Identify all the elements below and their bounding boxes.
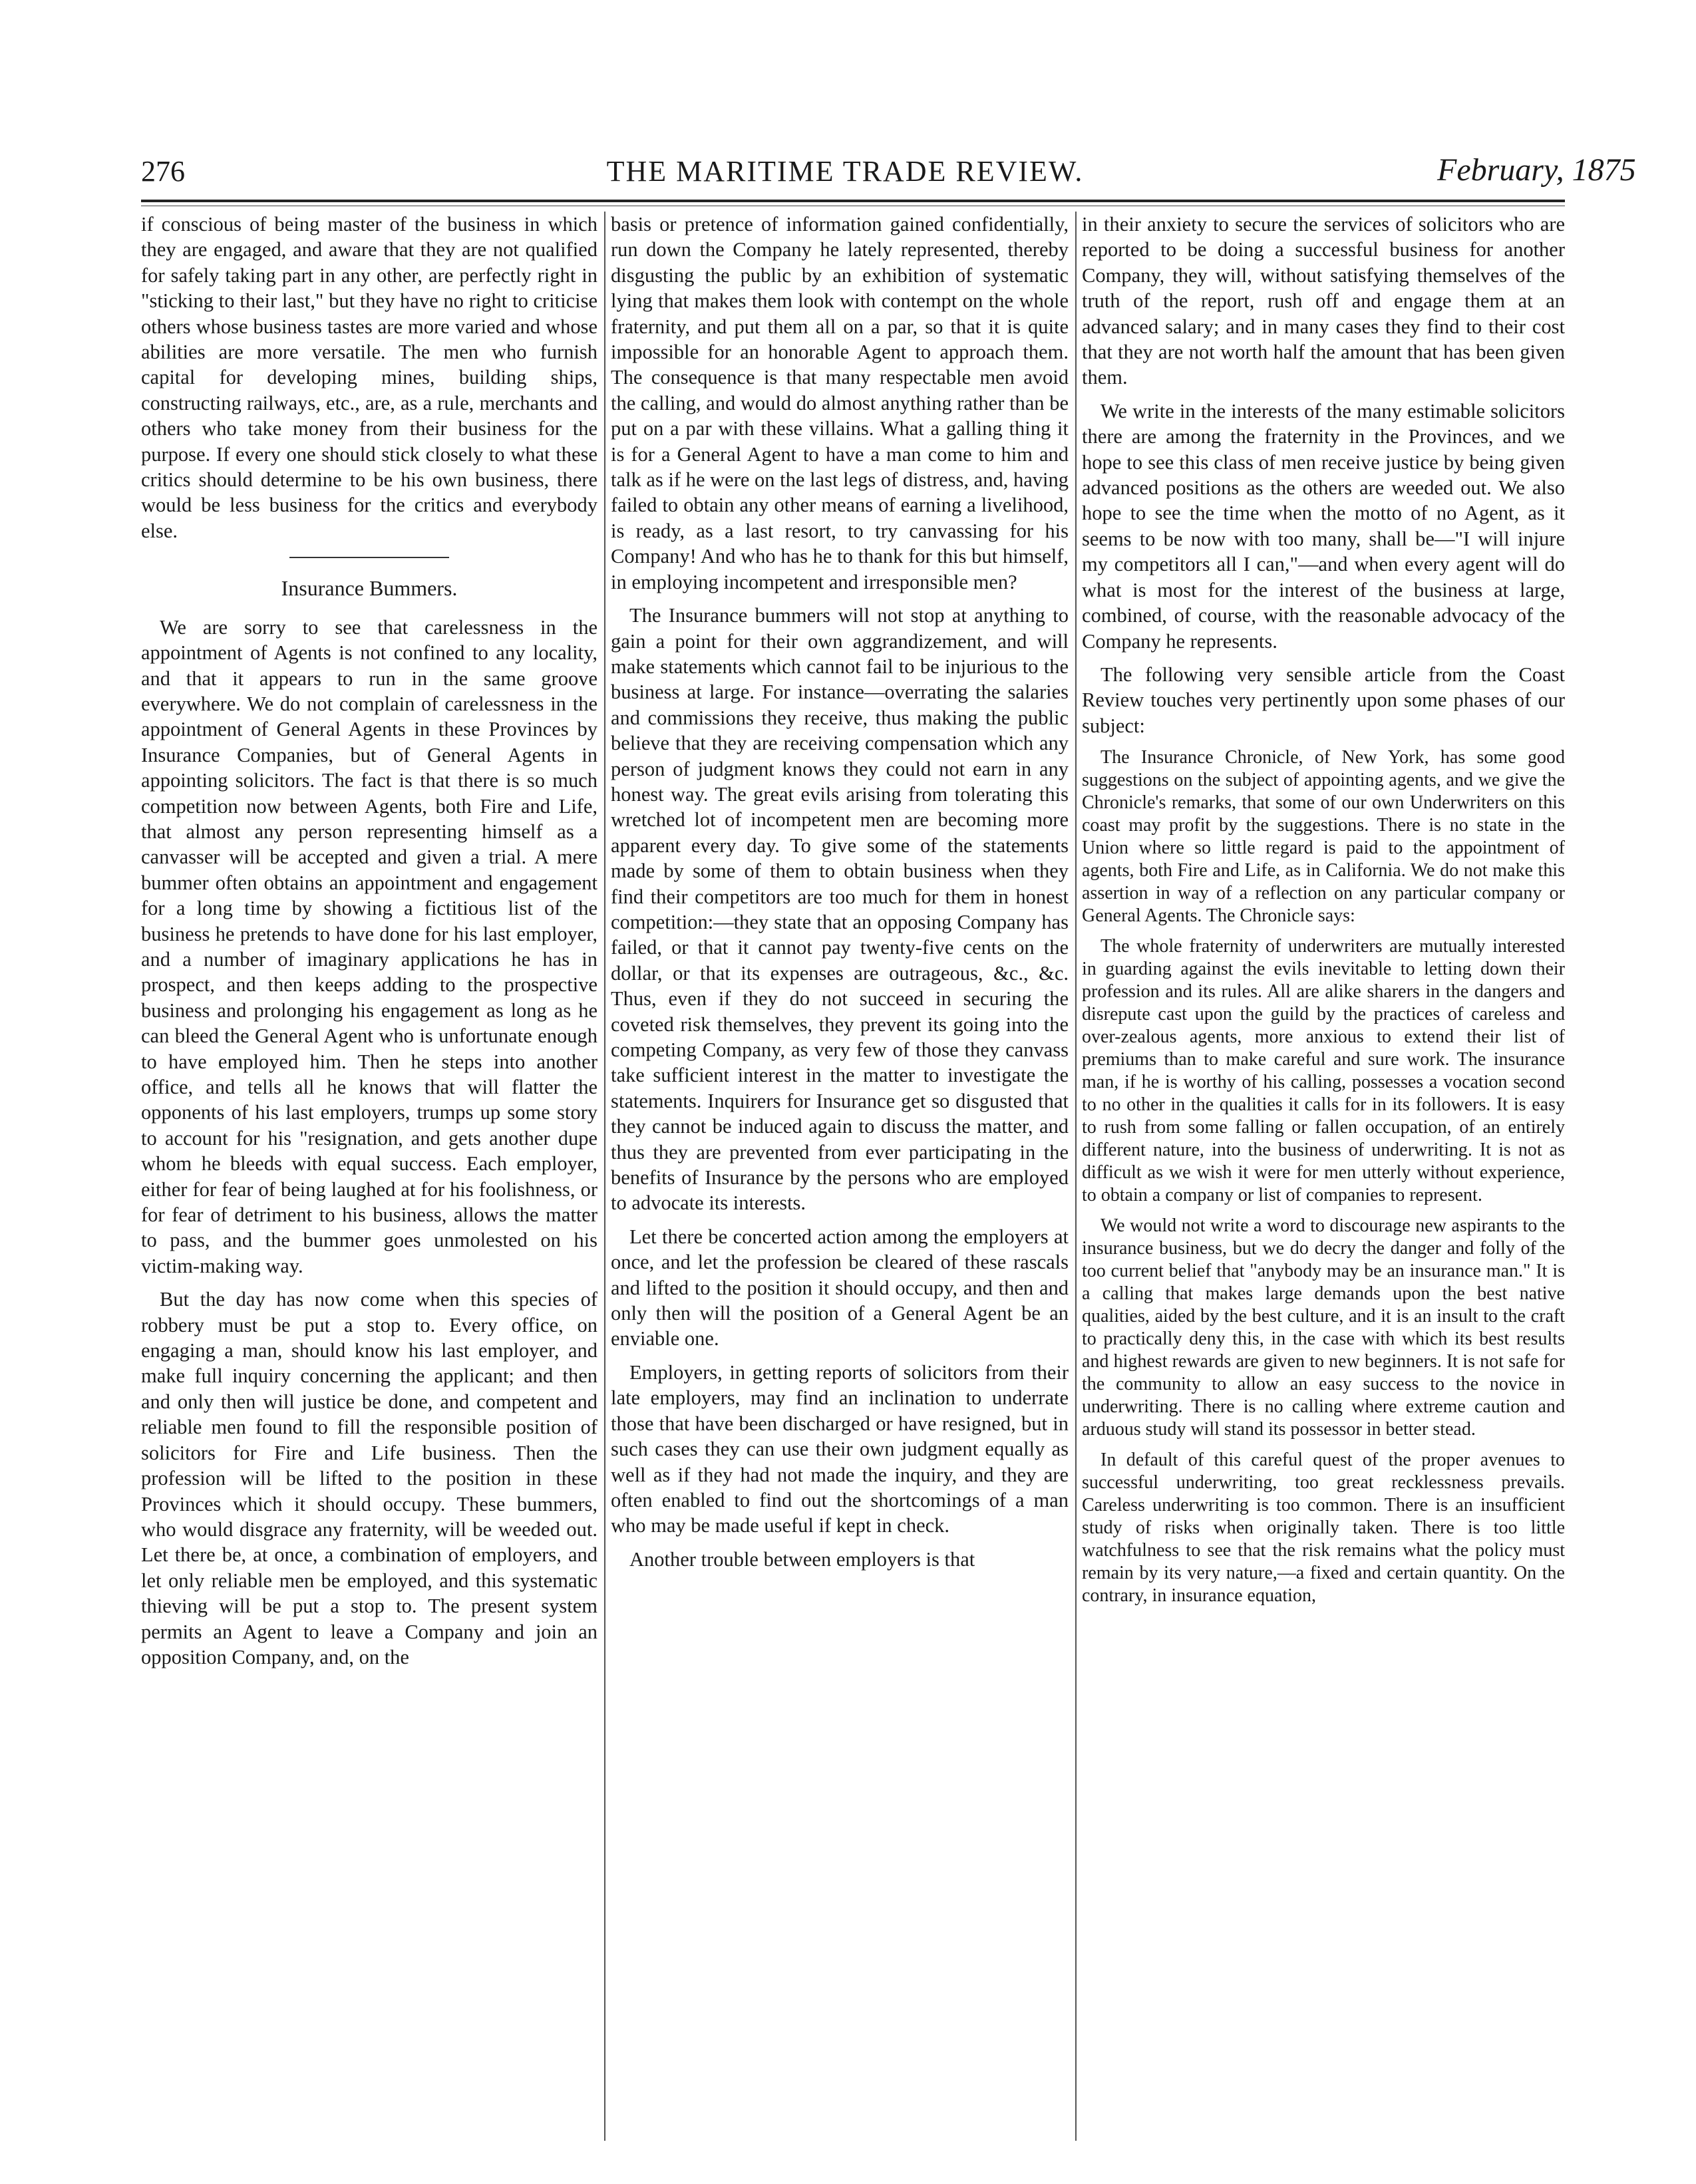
paragraph: in their anxiety to secure the services of solicitors who are reported to be doing a successful business for another Company, they will, without satisfying themselves of the truth of the report, rush off and engage them at an advanced salary; and in many cases they find to their cost that they are not worth half the amount that has been given them. [1082,213,1565,389]
page-number: 276 [141,155,185,188]
quoted-paragraph: The whole fraternity of underwriters are mutually interested in guarding against the evils inevitable to letting down their profession and its rules. All are alike sharers in the dangers and disrepute cast upon the guild by the practices of careless and over-zealous agents, more anxious to extend their list of premiums than to make careful and sure work. The insurance man, if he is worthy of his calling, possesses a vocation second to no other in the qualities it calls for in its followers. It is easy to rush from some falling or fallen occupation, of an entirely different nature, into the business of underwriting. It is not as difficult as we wish it were for men utterly without experience, to obtain a company or list of companies to represent. [1082,936,1565,1206]
paragraph: We write in the interests of the many estimable solicitors there are among the fraternity in the Provinces, and we hope to see this class of men receive justice by being given advanced positions as the others are weeded out. We also hope to see the time when the motto of no Agent, as it seems to be now with too many, shall be—"I will injure my competitors all I can,"—and when every agent will do what is most for the interest of the business at large, combined, of course, with the reasonable advocacy of the Company he represents. [1082,399,1565,653]
column-rule-1 [604,212,605,2141]
masthead: THE MARITIME TRADE REVIEW. [606,155,1084,188]
paragraph: basis or pretence of information gained confidentially, run down the Company he lately represented, thereby disgusting the public by an exhibition of systematic lying that makes them look with contempt on the whole fraternity, and put them all on a par, so that it is quite impossible for an honorable Agent to approach them. The consequence is that many respectable men avoid the calling, and would do almost anything rather than be put on a par with these villains. What a galling thing it is for a General Agent to have a man come to him and talk as if he were on the last legs of distress, and, having failed to obtain any other means of earning a livelihood, is ready, as a last resort, to try canvassing for his Company! And who has he to thank for this but himself, in employing incompetent and irresponsible men? [611,213,1069,593]
paragraph: The following very sensible article from the Coast Review touches very pertinently upon some phases of our subject: [1082,663,1565,737]
paragraph: Employers, in getting reports of solicitors from their late employers, may find an inclination to underrate those that have been discharged or have resigned, but in such cases they can use their own judgment equally as well as if they had not made the inquiry, and they are often enabled to find out the shortcomings of a man who may be made useful if kept in check. [611,1360,1069,1537]
paragraph: Another trouble between employers is that [629,1547,975,1571]
issue-date: February, 1875 [1437,152,1636,188]
paragraph: But the day has now come when this species of robbery must be put a stop to. Every office, on engaging a man, should know his last employer, and make full inquiry concerning the applicant; and then and only then will justice be done, and competent and reliable men found to fill the responsible position of solicitors for Fire and Life business. Then the profession will be lifted to the position in these Provinces which it should occupy. These bummers, who would disgrace any fraternity, will be weeded out. Let there be, at once, a combination of employers, and let only reliable men be employed, and this systematic thieving will be put a stop to. The present system permits an Agent to leave a Company and join an opposition Company, and, on the [141,1288,597,1668]
quoted-paragraph: In default of this careful quest of the proper avenues to successful underwriting, too great recklessness prevails. Careless underwriting is too common. There is an insufficient study of risks when originally taken. There is too little watchfulness to see that the risk remains what the policy must remain by its very nature,—a fixed and certain quantity. On the contrary, in insurance equation, [1082,1450,1565,1607]
quoted-paragraph: We would not write a word to discourage new aspirants to the insurance business, but we do decry the danger and folly of the too current belief that "anybody may be an insurance man." It is a calling that makes large demands upon the best native qualities, aided by the best culture, and it is an insult to the craft to practically deny this, in the case with which its best results and highest rewards are given to new beginners. It is not safe for the community to allow an easy success to the novice in underwriting. There is no calling where extreme caution and arduous study will stand its possessor in better stead. [1082,1215,1565,1440]
header-rule [141,200,1565,202]
section-divider [289,557,449,558]
section-heading: Insurance Bummers. [281,576,458,601]
column-rule-2 [1075,212,1077,2141]
column-3 [1082,212,1565,1615]
column-1 [141,212,597,1678]
paragraph: Let there be concerted action among the employers at once, and let the profession be cleared of these rascals and lifted to the position it should occupy, and then and only then will the position of a General Agent be an enviable one. [611,1225,1069,1350]
paragraph: if conscious of being master of the business in which they are engaged, and aware that they are not qualified for safely taking part in any other, are perfectly right in "sticking to their last," but they have no right to criticise others whose business tastes are more varied and whose abilities are more versatile. The men who furnish capital for developing mines, building ships, constructing railways, etc., are, as a rule, merchants and others who take money from their business for the purpose. If every one should stick closely to what these critics should determine to be his own business, there would be less business for the critics and everybody else. [141,213,597,542]
paragraph: The Insurance bummers will not stop at anything to gain a point for their own aggrandizement, and will make statements which cannot fail to be injurious to the business at large. For instance—overrating the salaries and commissions they receive, thus making the public believe that they are receiving compensation which any person of judgment knows they could not earn in any honest way. The great evils arising from tolerating this wretched lot of incompetent men are becoming more apparent every day. To give some of the statements made by some of them to obtain business when they find their competitors are too much for them in honest competition:—they state that an opposing Company has failed, or that it cannot pay twenty-five cents on the dollar, or that its expenses are outrageous, &c., &c. Thus, even if they do not succeed in securing the coveted risk themselves, they prevent its going into the competing Company, as very few of those they canvass take sufficient interest in the matter to investigate the statements. Inquirers for Insurance get so disgusted that they cannot be induced again to discuss the matter, and thus they are prevented from ever participating in the benefits of Insurance by the persons who are employed to advocate its interests. [611,604,1069,1215]
column-2 [611,212,1069,1580]
quoted-paragraph: The Insurance Chronicle, of New York, has some good suggestions on the subject of appointing agents, and we give the Chronicle's remarks, that some of our own Underwriters on this coast may profit by the suggestions. There is no state in the Union where so little regard is paid to the appointment of agents, both Fire and Life, as in California. We do not make this assertion in way of a reflection on any particular company or General Agents. The Chronicle says: [1082,747,1565,927]
paragraph: We are sorry to see that carelessness in the appointment of Agents is not confined to any locality, and that it appears to run in the same groove everywhere. We do not complain of carelessness in the appointment of General Agents in these Provinces by Insurance Companies, but of General Agents in appointing solicitors. The fact is that there is so much competition now between Agents, both Fire and Life, that almost any person representing himself as a canvasser will be accepted and given a trial. A mere bummer often obtains an appointment and engagement for a long time by showing a fictitious list of the business he pretends to have done for his last employer, and a number of imaginary applications he has in prospect, and then keeps adding to the prospective business and prolonging his engagement as long as he can bleed the General Agent who is unfortunate enough to have employed him. Then he steps into another office, and tells all he knows that will flatter the opponents of his last employers, trumps up some story to account for his "resignation, and gets another dupe whom he bleeds with equal success. Each employer, either for fear of being laughed at for his foolishness, or for fear of detriment to his business, allows the matter to pass, and the bummer goes unmolested on his victim-making way. [141,615,597,1277]
